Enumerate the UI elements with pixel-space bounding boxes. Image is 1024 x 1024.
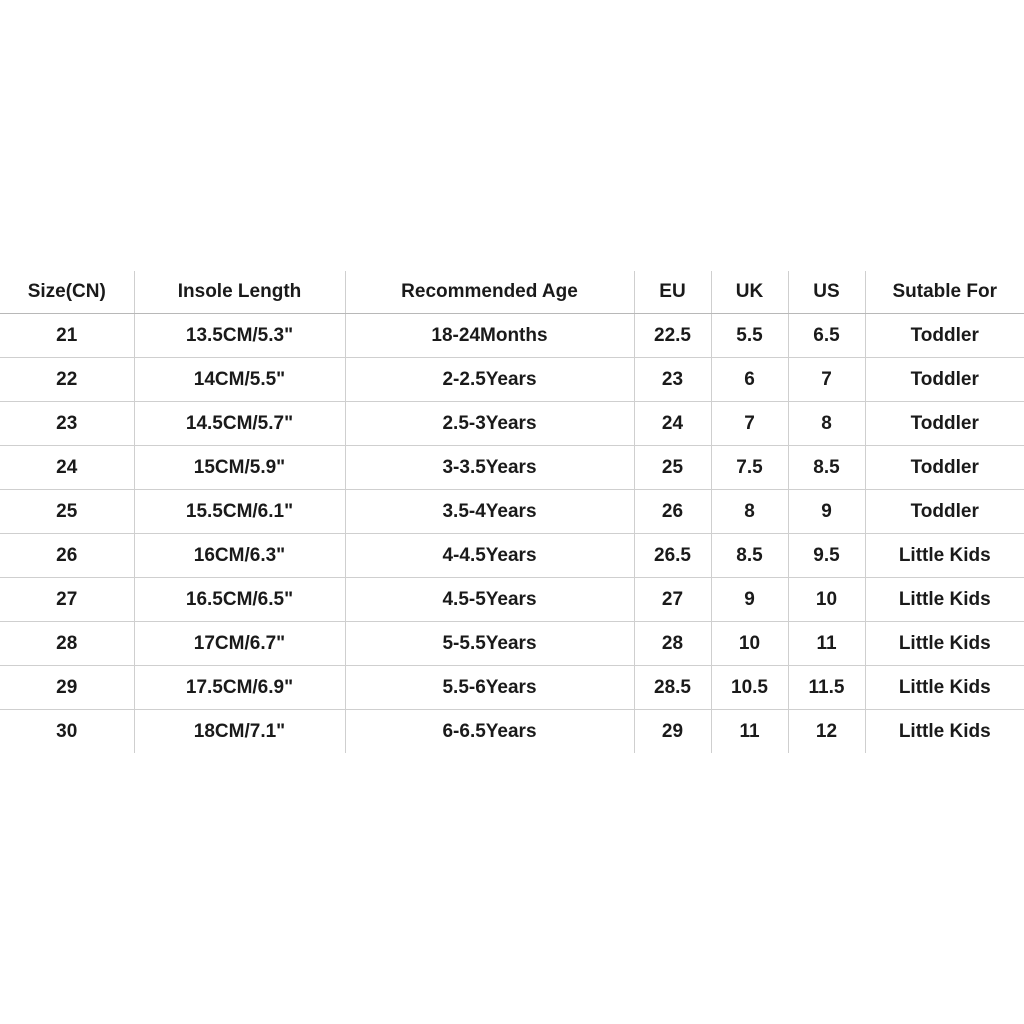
- cell-insole-length: 13.5CM/5.3": [134, 314, 345, 358]
- cell-uk: 9: [711, 578, 788, 622]
- header-insole-length: Insole Length: [134, 271, 345, 314]
- cell-uk: 7: [711, 402, 788, 446]
- cell-size-cn: 27: [0, 578, 134, 622]
- cell-suitable-for: Toddler: [865, 358, 1024, 402]
- cell-eu: 26: [634, 490, 711, 534]
- cell-suitable-for: Toddler: [865, 446, 1024, 490]
- cell-uk: 10: [711, 622, 788, 666]
- cell-uk: 5.5: [711, 314, 788, 358]
- cell-suitable-for: Little Kids: [865, 710, 1024, 754]
- cell-size-cn: 30: [56, 720, 78, 742]
- cell-eu: 27: [634, 578, 711, 622]
- cell-suitable-for: Toddler: [865, 314, 1024, 358]
- cell-size-cn: 22: [0, 358, 134, 402]
- table-row: [0, 446, 1024, 490]
- table-row: [0, 490, 1024, 534]
- cell-suitable-for: Toddler: [865, 490, 1024, 534]
- cell-insole-length: 15CM/5.9": [134, 446, 345, 490]
- cell-uk: 8.5: [711, 534, 788, 578]
- cell-size-cn: 24: [0, 446, 134, 490]
- header-us: US: [788, 271, 865, 314]
- cell-eu: 24: [634, 402, 711, 446]
- cell-uk: 6: [711, 358, 788, 402]
- header-eu: EU: [634, 271, 711, 314]
- cell-eu: 26.5: [634, 534, 711, 578]
- cell-eu: 22.5: [634, 314, 711, 358]
- cell-suitable-for: Little Kids: [865, 578, 1024, 622]
- table-row: [0, 314, 1024, 358]
- table-row: [0, 534, 1024, 578]
- cell-recommended-age: 4-4.5Years: [345, 534, 634, 578]
- cell-recommended-age: 3-3.5Years: [345, 446, 634, 490]
- cell-uk: 8: [711, 490, 788, 534]
- cell-us: 9.5: [788, 534, 865, 578]
- cell-suitable-for: Little Kids: [865, 622, 1024, 666]
- cell-size-cn: 26: [0, 534, 134, 578]
- table-row: [0, 358, 1024, 402]
- cell-suitable-for: Little Kids: [865, 534, 1024, 578]
- table-row: [0, 402, 1024, 446]
- cell-uk: 7.5: [711, 446, 788, 490]
- cell-us: 7: [788, 358, 865, 402]
- cell-size-cn: 25: [0, 490, 134, 534]
- cell-size-cn: 23: [0, 402, 134, 446]
- cell-uk: 11: [711, 710, 788, 754]
- cell-recommended-age: 2.5-3Years: [345, 402, 634, 446]
- cell-recommended-age: 5.5-6Years: [345, 666, 634, 710]
- cell-us: 11.5: [788, 666, 865, 710]
- cell-us: 6.5: [788, 314, 865, 358]
- cell-recommended-age: 18-24Months: [345, 314, 634, 358]
- cell-size-cn: 29: [0, 666, 134, 710]
- cell-insole-length: 14.5CM/5.7": [134, 402, 345, 446]
- cell-us: 11: [788, 622, 865, 666]
- table-row: [0, 622, 1024, 666]
- cell-insole-length: 17CM/6.7": [134, 622, 345, 666]
- header-suitable-for: Sutable For: [865, 271, 1024, 314]
- cell-eu: 23: [634, 358, 711, 402]
- cell-recommended-age: 3.5-4Years: [345, 490, 634, 534]
- cell-recommended-age: 4.5-5Years: [345, 578, 634, 622]
- table-row: [0, 710, 1024, 754]
- table-row: [0, 578, 1024, 622]
- cell-eu: 28: [634, 622, 711, 666]
- cell-eu: 29: [634, 710, 711, 754]
- cell-insole-length: 14CM/5.5": [134, 358, 345, 402]
- cell-us: 12: [788, 710, 865, 754]
- header-recommended-age: Recommended Age: [345, 271, 634, 314]
- cell-size-cn: 28: [0, 622, 134, 666]
- cell-eu: 28.5: [634, 666, 711, 710]
- header-size-cn: Size(CN): [0, 271, 134, 314]
- cell-us: 8.5: [788, 446, 865, 490]
- cell-insole-length: 18CM/7.1": [134, 710, 345, 754]
- cell-insole-length: 17.5CM/6.9": [134, 666, 345, 710]
- cell-suitable-for: Toddler: [865, 402, 1024, 446]
- cell-us: 10: [788, 578, 865, 622]
- size-chart-table: [0, 271, 1024, 753]
- cell-suitable-for: Little Kids: [865, 666, 1024, 710]
- table-row: [0, 666, 1024, 710]
- cell-recommended-age: 6-6.5Years: [345, 710, 634, 754]
- cell-recommended-age: 2-2.5Years: [345, 358, 634, 402]
- cell-us: 9: [788, 490, 865, 534]
- cell-recommended-age: 5-5.5Years: [345, 622, 634, 666]
- cell-eu: 25: [634, 446, 711, 490]
- cell-us: 8: [788, 402, 865, 446]
- cell-insole-length: 15.5CM/6.1": [134, 490, 345, 534]
- cell-size-cn: 21: [0, 314, 134, 358]
- cell-insole-length: 16CM/6.3": [134, 534, 345, 578]
- cell-insole-length: 16.5CM/6.5": [134, 578, 345, 622]
- header-uk: UK: [711, 271, 788, 314]
- table-header-row: [0, 271, 1024, 314]
- cell-uk: 10.5: [711, 666, 788, 710]
